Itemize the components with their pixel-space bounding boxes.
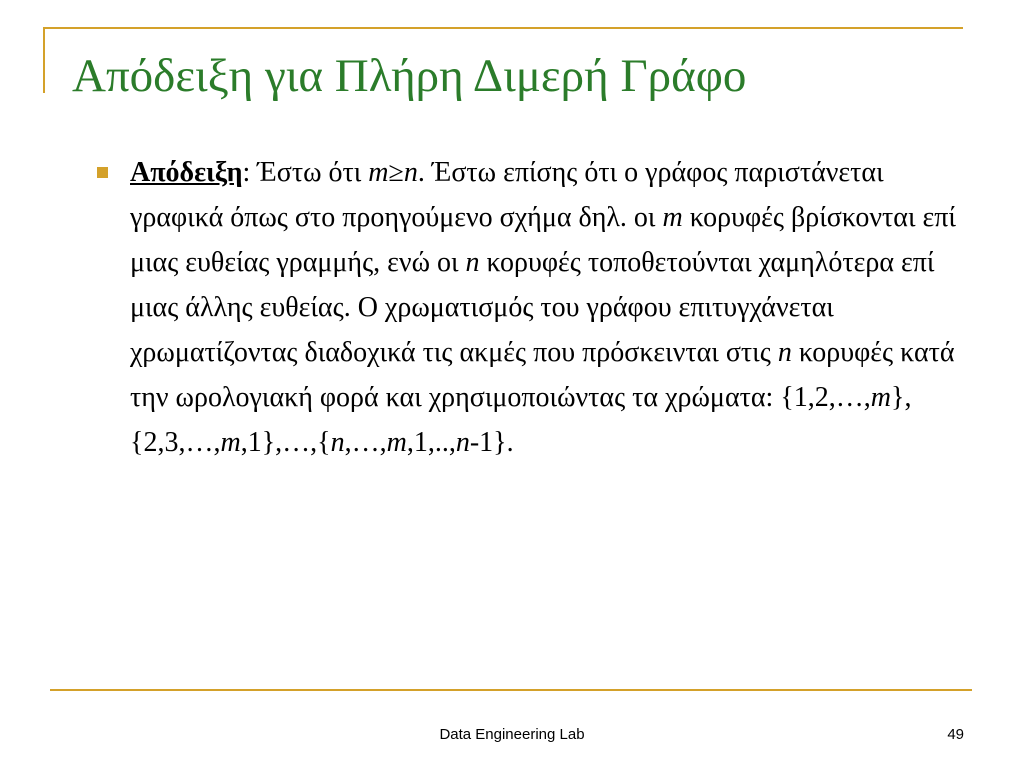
proof-lead-label: Απόδειξη	[130, 157, 243, 188]
proof-text	[130, 157, 956, 458]
proof-text-segment: ,1,..,	[406, 427, 456, 458]
footer-divider	[50, 689, 972, 691]
variable-symbol: m	[662, 202, 683, 233]
variable-symbol: m	[220, 427, 241, 458]
proof-text-segment: . Έστω επίσης ότι ο γράφος παριστάνεται γραφικά όπως στο προηγούμενο σχήμα δηλ. οι	[130, 157, 884, 233]
slide-title: Απόδειξη για Πλήρη Διμερή Γράφο	[72, 50, 747, 102]
proof-text-segment: Έστω ότι	[250, 157, 369, 188]
slide-page-number: 49	[947, 726, 964, 743]
variable-symbol: n	[330, 427, 345, 458]
variable-symbol: n	[777, 337, 792, 368]
proof-text-segment: κορυφές κατά την ωρολογιακή φορά και χρησιμοποιώντας τα χρώματα: {1,2,…,	[130, 337, 955, 413]
proof-text-segment: -1}.	[469, 427, 514, 458]
proof-text-segment: ≥	[388, 157, 404, 188]
top-border-line	[43, 27, 963, 29]
proof-text-segment: κορυφές βρίσκονται επί μιας ευθείας γραμμής, ενώ οι	[130, 202, 956, 278]
proof-text-segment: κορυφές τοποθετούνται χαμηλότερα επί μιας άλλης ευθείας. Ο χρωματισμός του γράφου επιτυγχάνεται χρωματίζοντας διαδοχικά τις ακμές που πρόσκεινται στις	[130, 247, 935, 368]
variable-symbol: n	[403, 157, 418, 188]
variable-symbol: m	[386, 427, 407, 458]
proof-text-segment: ,1},…,{	[240, 427, 331, 458]
left-border-line	[43, 27, 45, 93]
variable-symbol: m	[870, 382, 891, 413]
proof-lead-colon: :	[242, 157, 251, 188]
proof-text-segment: }, {2,3,…,	[130, 382, 912, 458]
variable-symbol: m	[368, 157, 389, 188]
proof-text-segment: ,…,	[344, 427, 387, 458]
variable-symbol: n	[465, 247, 480, 278]
proof-paragraph	[130, 150, 960, 465]
bullet-marker	[97, 167, 108, 178]
variable-symbol: n	[455, 427, 470, 458]
footer-lab-name: Data Engineering Lab	[439, 726, 585, 743]
